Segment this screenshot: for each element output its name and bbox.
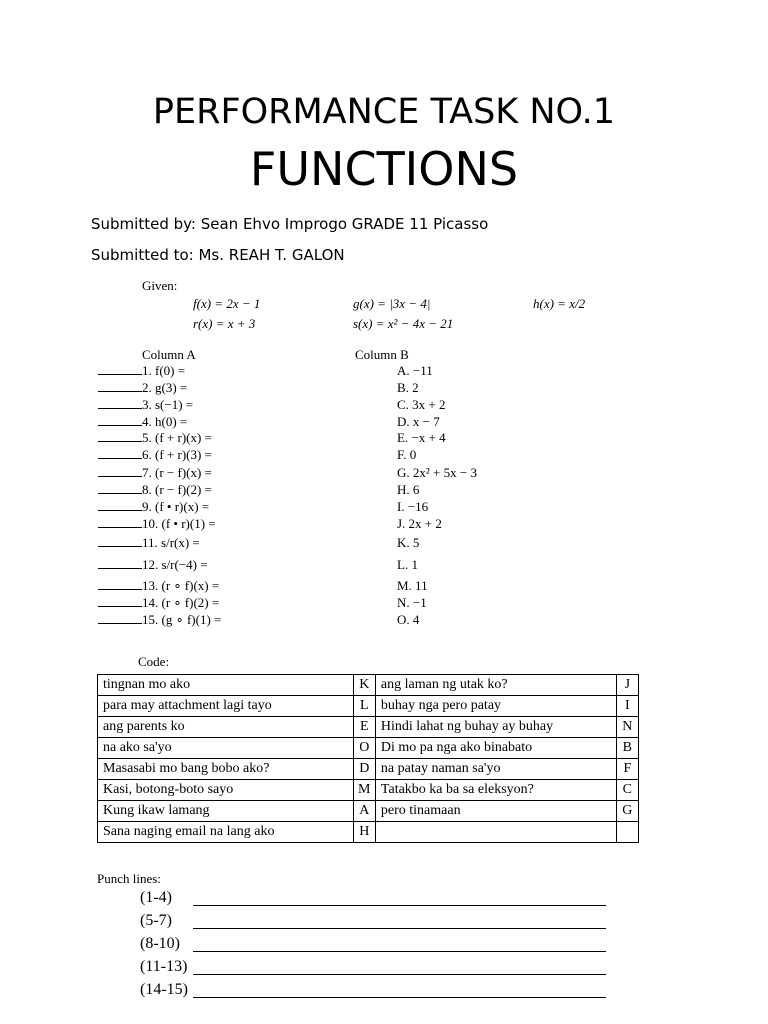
punch-line-blank[interactable]: [193, 928, 606, 929]
column-a-item: 11. s/r(x) =: [98, 535, 200, 551]
column-b-item: B. 2: [397, 380, 419, 395]
code-table: [97, 674, 639, 843]
punch-line-range: (8-10): [140, 935, 180, 952]
code-letter: K: [353, 675, 375, 696]
code-letter: D: [353, 759, 375, 780]
column-a-header: Column A: [142, 347, 196, 362]
given-s: s(x) = x² − 4x − 21: [353, 316, 454, 331]
column-a-item: 15. (g ∘ f)(1) =: [98, 612, 221, 628]
column-a-item: 9. (f • r)(x) =: [98, 499, 209, 515]
column-a-item: 7. (r − f)(x) =: [98, 465, 212, 481]
submitted-to: Submitted to: Ms. REAH T. GALON: [91, 246, 345, 264]
code-letter: F: [616, 759, 638, 780]
code-phrase: Tatakbo ka ba sa eleksyon?: [375, 780, 616, 801]
punch-line-range: (1-4): [140, 889, 172, 906]
given-r: r(x) = x + 3: [193, 316, 256, 331]
column-b-item: O. 4: [397, 612, 420, 627]
answer-blank[interactable]: [98, 578, 142, 590]
code-letter: M: [353, 780, 375, 801]
code-phrase: ang laman ng utak ko?: [375, 675, 616, 696]
punch-line-range: (11-13): [140, 958, 188, 975]
column-a-item: 14. (r ∘ f)(2) =: [98, 595, 219, 611]
page-subtitle: FUNCTIONS: [249, 142, 519, 196]
table-row: [98, 801, 639, 822]
table-row: [98, 738, 639, 759]
table-row: [98, 717, 639, 738]
column-a-item: 13. (r ∘ f)(x) =: [98, 578, 219, 594]
answer-blank[interactable]: [98, 465, 142, 477]
code-letter: N: [616, 717, 638, 738]
code-letter: C: [616, 780, 638, 801]
code-label: Code:: [138, 654, 170, 669]
code-letter: E: [353, 717, 375, 738]
punch-lines-label: Punch lines:: [97, 871, 161, 886]
column-b-item: L. 1: [397, 557, 418, 572]
answer-blank[interactable]: [98, 430, 142, 442]
code-phrase: Masasabi mo bang bobo ako?: [98, 759, 354, 780]
column-a-item: 8. (r − f)(2) =: [98, 482, 212, 498]
punch-line-blank[interactable]: [193, 974, 606, 975]
answer-blank[interactable]: [98, 380, 142, 392]
code-letter: [616, 822, 638, 843]
column-b-item: N. −1: [397, 595, 427, 610]
given-f: f(x) = 2x − 1: [193, 296, 261, 311]
code-letter: L: [353, 696, 375, 717]
column-a-item: 4. h(0) =: [98, 414, 187, 430]
column-b-item: E. −x + 4: [397, 430, 446, 445]
code-letter: H: [353, 822, 375, 843]
answer-blank[interactable]: [98, 612, 142, 624]
punch-line-blank[interactable]: [193, 997, 606, 998]
code-phrase: Kung ikaw lamang: [98, 801, 354, 822]
column-a-item: 5. (f + r)(x) =: [98, 430, 212, 446]
column-b-item: G. 2x² + 5x − 3: [397, 465, 477, 480]
code-letter: A: [353, 801, 375, 822]
code-phrase: na patay naman sa'yo: [375, 759, 616, 780]
given-g: g(x) = |3x − 4|: [353, 296, 431, 311]
punch-line-blank[interactable]: [193, 905, 606, 906]
code-phrase: na ako sa'yo: [98, 738, 354, 759]
column-b-item: H. 6: [397, 482, 420, 497]
column-a-item: 2. g(3) =: [98, 380, 187, 396]
column-b-item: M. 11: [397, 578, 428, 593]
answer-blank[interactable]: [98, 414, 142, 426]
table-row: [98, 675, 639, 696]
given-label: Given:: [142, 278, 178, 293]
code-phrase: buhay nga pero patay: [375, 696, 616, 717]
column-b-item: F. 0: [397, 447, 417, 462]
submitted-by: Submitted by: Sean Ehvo Improgo GRADE 11 Picasso: [91, 215, 489, 233]
column-b-item: D. x − 7: [397, 414, 440, 429]
code-letter: O: [353, 738, 375, 759]
page-title: PERFORMANCE TASK NO.1: [152, 92, 616, 132]
code-phrase: Di mo pa nga ako binabato: [375, 738, 616, 759]
column-b-item: I. −16: [397, 499, 429, 514]
code-phrase: Hindi lahat ng buhay ay buhay: [375, 717, 616, 738]
answer-blank[interactable]: [98, 397, 142, 409]
answer-blank[interactable]: [98, 482, 142, 494]
column-b-header: Column B: [355, 347, 409, 362]
column-a-item: 10. (f • r)(1) =: [98, 516, 216, 532]
table-row: [98, 759, 639, 780]
code-letter: G: [616, 801, 638, 822]
given-h: h(x) = x/2: [533, 296, 586, 311]
table-row: [98, 780, 639, 801]
code-letter: B: [616, 738, 638, 759]
column-a-item: 3. s(−1) =: [98, 397, 193, 413]
code-phrase: para may attachment lagi tayo: [98, 696, 354, 717]
column-a-item: 12. s/r(−4) =: [98, 557, 208, 573]
answer-blank[interactable]: [98, 595, 142, 607]
code-phrase: [375, 822, 616, 843]
code-letter: J: [616, 675, 638, 696]
answer-blank[interactable]: [98, 363, 142, 375]
answer-blank[interactable]: [98, 535, 142, 547]
code-phrase: pero tinamaan: [375, 801, 616, 822]
column-b-item: K. 5: [397, 535, 420, 550]
column-b-item: C. 3x + 2: [397, 397, 446, 412]
column-b-item: J. 2x + 2: [397, 516, 442, 531]
punch-line-blank[interactable]: [193, 951, 606, 952]
column-b-item: A. −11: [397, 363, 433, 378]
table-row: [98, 696, 639, 717]
code-phrase: Kasi, botong-boto sayo: [98, 780, 354, 801]
code-phrase: tingnan mo ako: [98, 675, 354, 696]
table-row: [98, 822, 639, 843]
answer-blank[interactable]: [98, 516, 142, 528]
column-a-item: 1. f(0) =: [98, 363, 185, 379]
code-letter: I: [616, 696, 638, 717]
answer-blank[interactable]: [98, 447, 142, 459]
punch-line-range: (5-7): [140, 912, 172, 929]
code-phrase: Sana naging email na lang ako: [98, 822, 354, 843]
answer-blank[interactable]: [98, 557, 142, 569]
code-phrase: ang parents ko: [98, 717, 354, 738]
punch-line-range: (14-15): [140, 981, 188, 998]
column-a-item: 6. (f + r)(3) =: [98, 447, 212, 463]
answer-blank[interactable]: [98, 499, 142, 511]
